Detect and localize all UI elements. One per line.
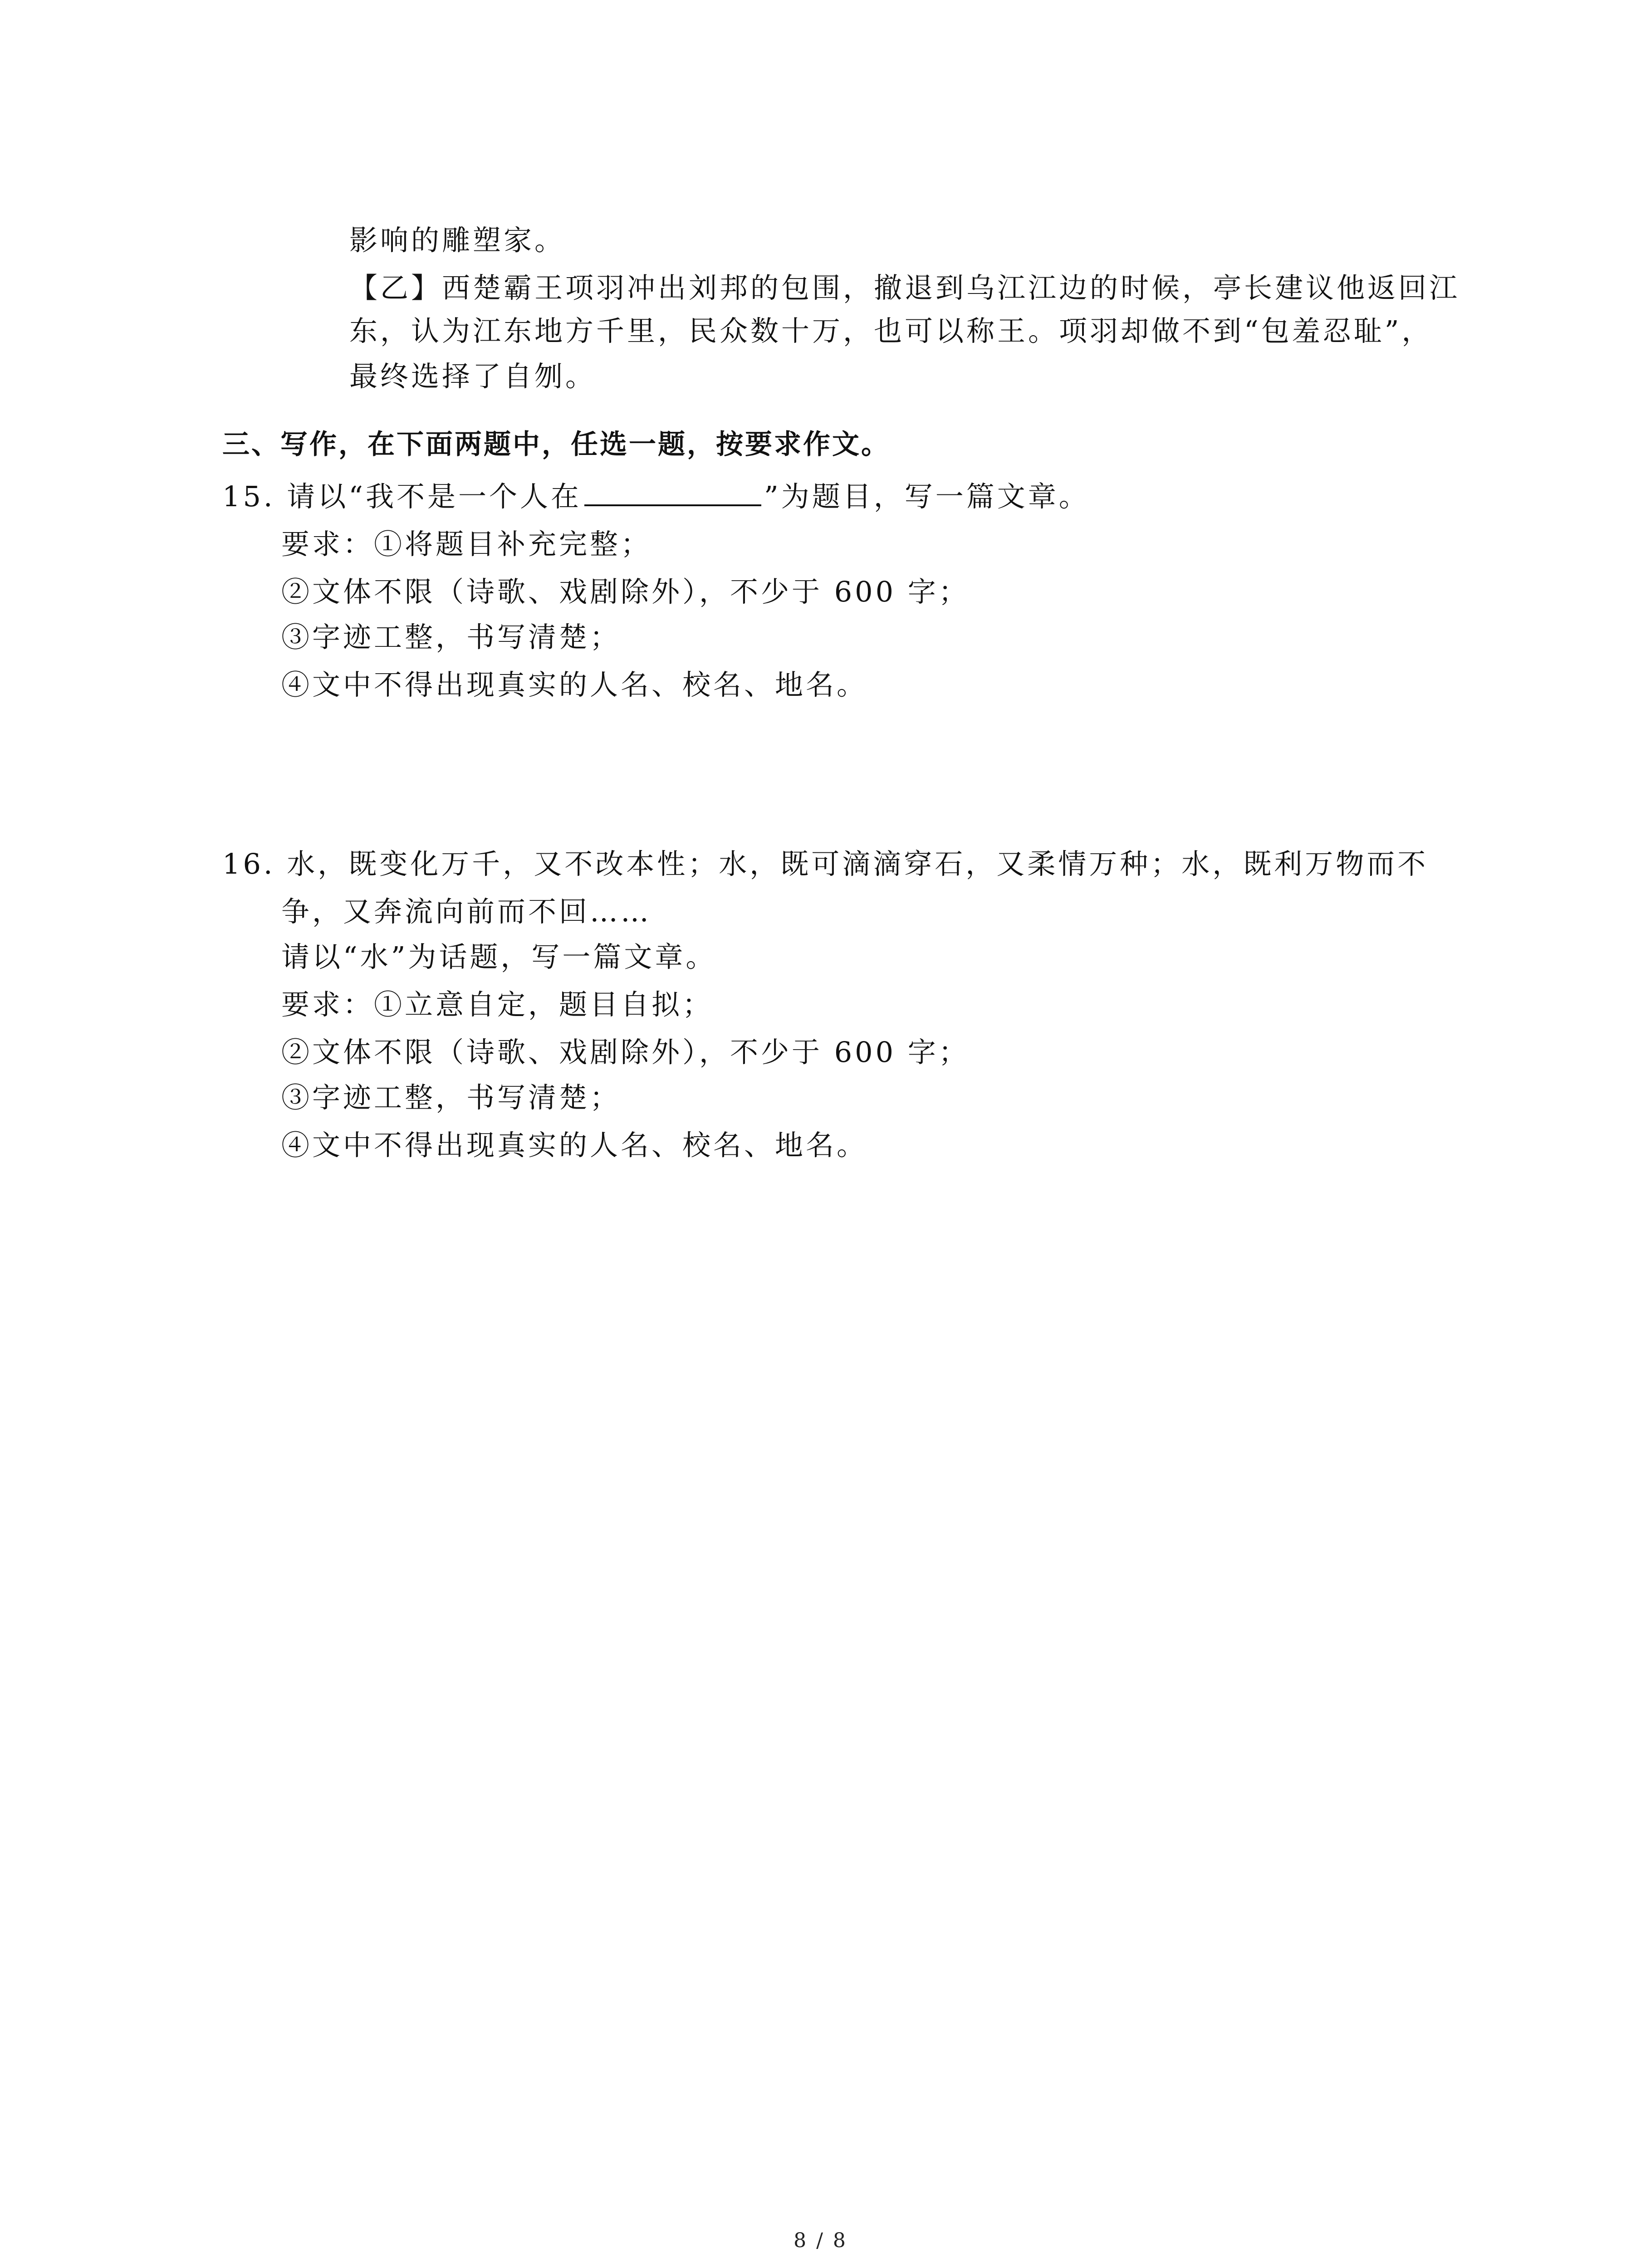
q15-requirement-3: ③字迹工整，书写清楚； [281, 621, 621, 654]
q16-line-1: 16. 水，既变化万千，又不改本性；水，既可滴滴穿石，又柔情万种；水，既利万物而不 [222, 847, 1429, 880]
passage-b-line-1: 【乙】西楚霸王项羽冲出刘邦的包围，撤退到乌江江边的时候，亭长建议他返回江 [349, 271, 1460, 304]
q16-requirement-4: ④文中不得出现真实的人名、校名、地名。 [281, 1129, 868, 1162]
passage-b-continuation: 影响的雕塑家。 [349, 224, 566, 257]
q15-requirement-4: ④文中不得出现真实的人名、校名、地名。 [281, 668, 868, 701]
q16-requirement-1: 要求：①立意自定，题目自拟； [281, 988, 714, 1021]
section-3-heading: 三、写作，在下面两题中，任选一题，按要求作文。 [222, 429, 890, 460]
q15-requirement-2: ②文体不限（诗歌、戏剧除外），不少于 600 字； [281, 575, 970, 608]
q15-requirement-1: 要求：①将题目补充完整； [281, 528, 652, 561]
q16-line-2: 争，又奔流向前而不回…… [281, 895, 652, 928]
q15-prompt [222, 474, 1090, 519]
passage-b-line-3: 最终选择了自刎。 [349, 360, 597, 393]
q16-requirement-3: ③字迹工整，书写清楚； [281, 1081, 621, 1114]
q16-requirement-2: ②文体不限（诗歌、戏剧除外），不少于 600 字； [281, 1036, 970, 1069]
q15-prompt-before: 15. 请以“我不是一个人在 [222, 480, 582, 513]
q16-topic: 请以“水”为话题，写一篇文章。 [281, 940, 717, 973]
q15-title-blank [584, 477, 761, 506]
passage-b-line-2: 东，认为江东地方千里，民众数十万，也可以称王。项羽却做不到“包羞忍耻”， [349, 314, 1433, 347]
page-number: 8 / 8 [794, 2229, 847, 2252]
q15-prompt-after: ”为题目，写一篇文章。 [764, 480, 1090, 513]
